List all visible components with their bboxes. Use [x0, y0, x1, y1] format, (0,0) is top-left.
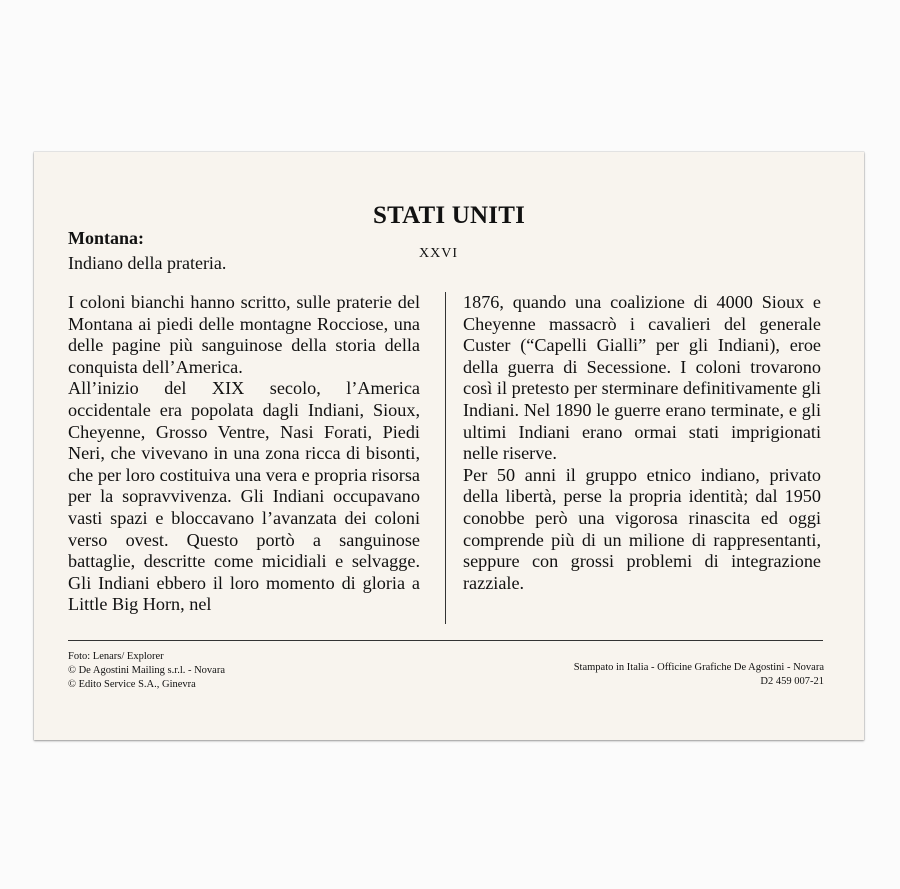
- photo-credits: [68, 650, 225, 692]
- credit-line: © De Agostini Mailing s.r.l. - Novara: [68, 665, 226, 676]
- subject-caption: Indiano della prateria.: [68, 253, 227, 273]
- text-column-left: [68, 292, 420, 616]
- printer-line: Stampato in Italia - Officine Grafiche De Agostini - Novara: [573, 662, 824, 673]
- printer-info: [574, 661, 824, 689]
- credit-line: Foto: Lenars/ Explorer: [68, 651, 164, 662]
- paragraph: 1876, quando una coalizione di 4000 Sioux e Cheyenne massacrò i cavalieri del generale Custer (“Capelli Gialli” per gli Indiani), eroe della guerra di Secessione. I coloni trovarono così il pretesto per sterminare definitivamente gli Indiani. Nel 1890 le guerre erano terminate, e gli ultimi Indiani erano ormai stati imprigionati nelle riserve.: [463, 292, 821, 464]
- text-column-right: [463, 292, 821, 594]
- card-number: XXVI: [419, 246, 458, 261]
- card-title: STATI UNITI: [372, 202, 526, 229]
- footer-rule: [68, 640, 823, 641]
- paragraph: All’inizio del XIX secolo, l’America occidentale era popolata dagli Indiani, Sioux, Cheyenne, Grosso Ventre, Nasi Forati, Piedi Neri, che vivevano in una zona ricca di bisonti, che per loro costituiva una vera e propria risorsa per la sopravvivenza. Gli Indiani occupavano vasti spazi e bloccavano l’avanzata dei coloni verso ovest. Questo portò a sanguinose battaglie, descritte come micidiali e selvagge. Gli Indiani ebbero il loro momento di gloria a Little Big Horn, nel: [68, 378, 420, 615]
- place-heading: Montana:: [68, 228, 144, 248]
- postcard-back: [34, 152, 864, 740]
- column-divider: [445, 292, 446, 624]
- credit-line: © Edito Service S.A., Ginevra: [68, 679, 196, 690]
- product-code: D2 459 007-21: [760, 676, 824, 687]
- paragraph: I coloni bianchi hanno scritto, sulle praterie del Montana ai piedi delle montagne Rocciose, una delle pagine più sanguinose della storia della conquista dell’America.: [68, 292, 420, 377]
- paragraph: Per 50 anni il gruppo etnico indiano, privato della libertà, perse la propria identità; dal 1950 conobbe però una vigorosa rinascita ed oggi comprende più di un milione di rappresentanti, seppure con grossi problemi di integrazione razziale.: [463, 464, 821, 593]
